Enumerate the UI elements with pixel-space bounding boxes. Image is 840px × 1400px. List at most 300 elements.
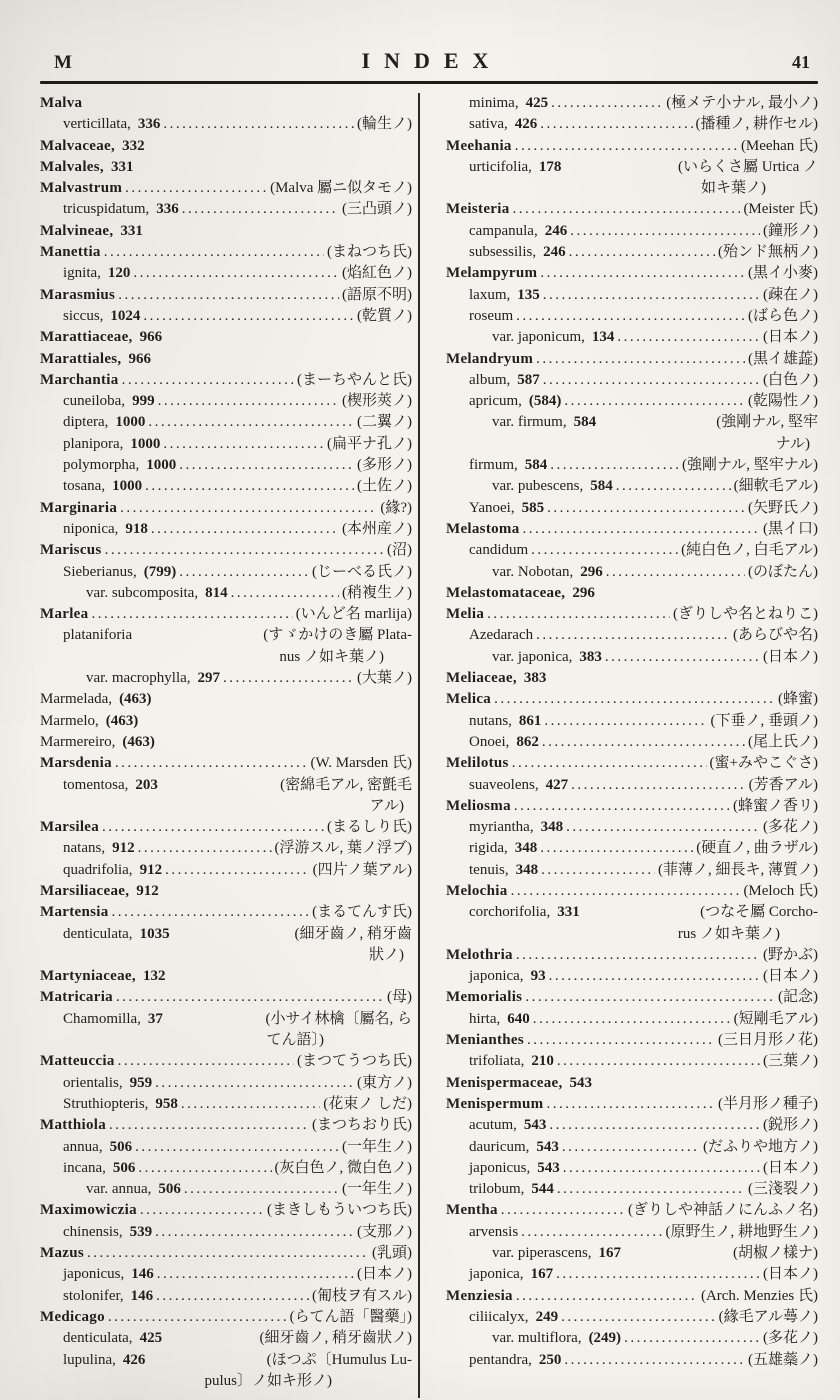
index-entry — [40, 966, 412, 987]
dot-leader — [571, 775, 746, 796]
right-column — [446, 93, 818, 1398]
entry-text — [63, 199, 179, 220]
entry-name: stolonifer, — [63, 1287, 124, 1304]
dot-leader — [549, 966, 760, 987]
entry-text — [86, 583, 228, 604]
entry-page-number: 543 — [569, 1074, 593, 1091]
entry-text — [469, 732, 539, 753]
entry-name: laxum, — [469, 286, 511, 303]
entry-text — [446, 796, 511, 817]
entry-name: hirta, — [469, 1010, 501, 1027]
dot-leader — [115, 753, 308, 774]
entry-page-number: 167 — [530, 1266, 554, 1283]
index-entry — [40, 860, 412, 881]
dot-leader — [569, 242, 715, 263]
entry-name: candidum — [469, 542, 529, 559]
index-entry — [40, 817, 412, 838]
dot-leader — [501, 1200, 625, 1221]
entry-page-number: 178 — [538, 158, 562, 175]
dot-leader — [536, 349, 745, 370]
index-entry — [446, 625, 818, 646]
entry-text — [492, 476, 613, 497]
entry-text — [469, 711, 541, 732]
dot-leader — [125, 178, 267, 199]
entry-page-number: 336 — [137, 116, 161, 133]
entry-name: campanula, — [469, 222, 538, 239]
entry-text — [40, 966, 165, 987]
index-entry — [446, 1222, 818, 1243]
entry-page-number: 585 — [521, 499, 545, 516]
entry-page-number: (584) — [528, 393, 562, 410]
dot-leader — [533, 1009, 731, 1030]
entry-page-number: 862 — [516, 733, 539, 750]
entry-text — [446, 1200, 498, 1221]
entry-page-number: 296 — [572, 584, 595, 601]
entry-annotation: (多花ノ) — [763, 819, 818, 836]
entry-text — [469, 817, 563, 838]
dot-leader — [531, 540, 678, 561]
entry-annotation: (強剛ナル, 堅牢ナル) — [682, 457, 818, 474]
index-entry — [446, 987, 818, 1008]
entry-name: trifoliata, — [469, 1053, 525, 1070]
entry-name: denticulata, — [63, 1330, 133, 1347]
index-entry — [446, 498, 818, 519]
index-entry — [40, 1350, 412, 1371]
dot-leader — [138, 838, 272, 859]
entry-page-number: 966 — [128, 350, 151, 367]
index-entry — [446, 668, 818, 689]
index-entry — [446, 540, 818, 561]
entry-page-number: 249 — [535, 1308, 559, 1325]
entry-page-number: 332 — [122, 137, 145, 154]
entry-name: quadrifolia, — [63, 861, 133, 878]
entry-text — [469, 242, 566, 263]
dot-leader — [163, 114, 354, 135]
index-entry — [446, 604, 818, 625]
entry-name: Marasmius — [40, 286, 116, 303]
entry-text — [492, 1328, 621, 1349]
entry-annotation: (記念) — [778, 989, 818, 1006]
entry-text — [469, 157, 561, 178]
dot-leader — [521, 1222, 662, 1243]
entry-text — [40, 753, 112, 774]
entry-name: japonica, — [469, 968, 524, 985]
index-entry — [446, 902, 818, 923]
entry-text — [446, 1094, 543, 1115]
entry-annotation: (細牙齒ノ, 稍牙齒狀ノ) — [259, 1330, 412, 1347]
entry-text — [40, 93, 82, 114]
dot-leader — [523, 519, 760, 540]
entry-name: Menispermum — [446, 1095, 544, 1112]
entry-continuation — [446, 924, 818, 945]
entry-name: var. firmum, — [492, 414, 567, 431]
dot-leader — [540, 263, 745, 284]
index-entry — [446, 1328, 818, 1349]
dot-leader — [515, 136, 738, 157]
entry-name: Yanoei, — [469, 499, 515, 516]
entry-name: Marmelo, — [40, 712, 99, 729]
index-entry — [446, 1115, 818, 1136]
index-entry — [446, 349, 818, 370]
entry-page-number: 999 — [132, 393, 155, 410]
index-entry — [40, 1115, 412, 1136]
entry-annotation: (菲薄ノ, 細長キ, 薄質ノ) — [658, 861, 818, 878]
entry-continuation — [40, 1030, 412, 1051]
entry-name: chinensis, — [63, 1223, 123, 1240]
index-entry — [40, 689, 412, 710]
entry-annotation: ナル) — [775, 435, 810, 452]
entry-name: Maximowiczia — [40, 1202, 137, 1219]
entry-annotation: (乾陽性ノ) — [748, 393, 818, 410]
entry-name: tosana, — [63, 478, 106, 495]
entry-continuation — [446, 434, 818, 455]
dot-leader — [617, 327, 760, 348]
entry-page-number: (249) — [588, 1330, 622, 1347]
index-entry — [446, 562, 818, 583]
entry-annotation: pulus〕ノ如キ形ノ) — [204, 1372, 332, 1389]
entry-annotation: (短剛毛アル) — [733, 1010, 818, 1027]
dot-leader — [148, 412, 354, 433]
index-entry — [40, 1009, 412, 1030]
entry-name: var. japonicum, — [492, 329, 585, 346]
dot-leader — [140, 1200, 264, 1221]
index-entry — [40, 753, 412, 774]
entry-annotation: 如キ葉ノ) — [701, 180, 766, 197]
entry-name: var. annua, — [86, 1181, 152, 1198]
index-entry — [446, 114, 818, 135]
entry-page-number: 37 — [147, 1010, 163, 1027]
index-entry — [40, 1158, 412, 1179]
index-entry — [40, 434, 412, 455]
entry-page-number: 296 — [580, 563, 603, 580]
entry-text — [63, 1328, 162, 1349]
header-rule — [40, 81, 818, 84]
entry-text — [63, 434, 160, 455]
entry-page-number: 167 — [598, 1245, 622, 1262]
entry-text — [40, 540, 102, 561]
index-entry — [40, 583, 412, 604]
entry-text — [63, 476, 142, 497]
entry-name: minima, — [469, 95, 519, 111]
entry-name: pentandra, — [469, 1351, 532, 1368]
entry-name: firmum, — [469, 457, 518, 474]
dot-leader — [525, 987, 775, 1008]
dot-leader — [118, 285, 339, 306]
index-entry — [40, 498, 412, 519]
index-entry — [446, 476, 818, 497]
entry-annotation: (細牙齒ノ, 稍牙齒 — [294, 925, 412, 942]
entry-annotation: (本州産ノ) — [342, 520, 412, 537]
entry-annotation: (稍複生ノ) — [342, 584, 412, 601]
index-entry — [446, 1094, 818, 1115]
entry-text — [63, 263, 130, 284]
dot-leader — [223, 668, 354, 689]
entry-page-number: 861 — [518, 712, 542, 729]
entry-continuation — [40, 945, 412, 966]
entry-text — [63, 1073, 152, 1094]
entry-text — [40, 1243, 84, 1264]
entry-text — [63, 412, 145, 433]
entry-name: Marginaria — [40, 499, 118, 516]
dot-leader — [527, 1030, 715, 1051]
entry-page-number: 506 — [158, 1181, 181, 1198]
entry-text — [469, 1179, 554, 1200]
entry-text — [469, 114, 537, 135]
index-entry — [40, 1051, 412, 1072]
entry-annotation: (Arch. Menzies 氏) — [700, 1287, 818, 1304]
entry-page-number: 814 — [205, 584, 228, 601]
entry-page-number: 426 — [122, 1351, 146, 1368]
entry-text — [446, 1286, 513, 1307]
entry-page-number: 640 — [507, 1010, 530, 1027]
entry-name: Malvastrum — [40, 180, 123, 197]
entry-annotation: (三日月形ノ花) — [718, 1032, 818, 1049]
entry-text — [469, 306, 513, 327]
entry-annotation: (支那ノ) — [357, 1223, 412, 1240]
entry-page-number: 912 — [112, 840, 135, 857]
entry-page-number: 348 — [514, 840, 538, 857]
page-title: INDEX — [361, 48, 503, 73]
entry-annotation: (強剛ナル, 堅牢 — [716, 414, 818, 431]
dot-leader — [143, 306, 354, 327]
entry-name: Menianthes — [446, 1032, 524, 1049]
index-entry — [40, 1094, 412, 1115]
index-entry — [446, 1243, 818, 1264]
dot-leader — [133, 263, 339, 284]
entry-text — [492, 562, 603, 583]
dot-leader — [543, 370, 760, 391]
entry-page-number: 425 — [139, 1330, 163, 1347]
index-entry — [446, 327, 818, 348]
index-entry — [446, 775, 818, 796]
entry-annotation: (灰白色ノ, 微白色ノ) — [274, 1159, 412, 1176]
entry-page-number: 348 — [540, 819, 564, 836]
entry-annotation: (黒イ小麥) — [748, 265, 818, 282]
index-entry — [446, 1137, 818, 1158]
index-entry — [40, 1222, 412, 1243]
entry-annotation: (緣?) — [380, 499, 412, 516]
entry-annotation: (いらくさ屬 Urtica ノ — [678, 158, 818, 175]
dot-leader — [564, 1350, 745, 1371]
index-entry — [40, 519, 412, 540]
entry-name: Menispermaceae, — [446, 1074, 563, 1091]
entry-annotation: (扁平ナ孔ノ) — [327, 435, 412, 452]
entry-annotation: (播種ノ, 耕作セル) — [695, 116, 818, 133]
entry-text — [469, 540, 528, 561]
entry-annotation: (ばら色ノ) — [748, 307, 818, 324]
entry-name: var. pubescens, — [492, 478, 584, 495]
dot-leader — [564, 391, 745, 412]
entry-annotation: (つなそ屬 Corcho- — [700, 904, 818, 921]
section-letter: M — [54, 52, 72, 73]
entry-name: diptera, — [63, 414, 109, 431]
index-entry — [446, 391, 818, 412]
entry-name: Matteuccia — [40, 1053, 115, 1070]
dot-leader — [543, 285, 760, 306]
index-body — [40, 93, 818, 1398]
dot-leader — [616, 476, 731, 497]
entry-annotation: (一年生ノ) — [342, 1138, 412, 1155]
entry-annotation: (乳頭) — [372, 1245, 412, 1262]
index-entry — [446, 1286, 818, 1307]
entry-page-number: 120 — [107, 265, 131, 282]
entry-text — [86, 1179, 181, 1200]
dot-leader — [87, 1243, 369, 1264]
entry-name: japonicus, — [63, 1266, 125, 1283]
entry-text — [40, 881, 159, 902]
entry-page-number: 958 — [155, 1095, 178, 1112]
entry-text — [492, 327, 614, 348]
entry-name: Melandryum — [446, 350, 534, 367]
entry-page-number: 966 — [139, 329, 163, 346]
entry-name: annua, — [63, 1138, 103, 1155]
entry-name: Medicago — [40, 1308, 105, 1325]
dot-leader — [122, 370, 294, 391]
entry-annotation: (じーべる氏ノ) — [312, 563, 412, 580]
index-entry — [40, 455, 412, 476]
entry-name: Melothria — [446, 946, 513, 963]
entry-text — [446, 668, 546, 689]
entry-text — [40, 1115, 106, 1136]
entry-annotation: (Meehan 氏) — [740, 137, 818, 154]
entry-annotation: (疎在ノ) — [763, 286, 818, 303]
entry-annotation: (乾質ノ) — [357, 307, 412, 324]
entry-page-number: (799) — [143, 563, 177, 580]
entry-name: Azedarach — [469, 627, 534, 644]
dot-leader — [157, 1264, 354, 1285]
entry-name: ciliicalyx, — [469, 1308, 529, 1325]
dot-leader — [557, 1051, 760, 1072]
entry-text — [446, 136, 512, 157]
entry-annotation: (蜂蜜ノ香リ) — [733, 797, 818, 814]
entry-text — [40, 1051, 115, 1072]
entry-page-number: 1024 — [110, 307, 141, 324]
entry-text — [63, 455, 176, 476]
entry-annotation: (日本ノ) — [763, 1266, 818, 1283]
entry-page-number: 210 — [531, 1053, 554, 1070]
entry-name: Marchantia — [40, 371, 119, 388]
entry-annotation: (尾上氏ノ) — [748, 733, 818, 750]
entry-text — [63, 838, 135, 859]
entry-page-number: 506 — [112, 1159, 136, 1176]
entry-text — [469, 370, 540, 391]
entry-text — [446, 519, 520, 540]
entry-text — [469, 625, 533, 646]
page-number: 41 — [792, 52, 810, 72]
entry-annotation: (多花ノ) — [763, 1330, 818, 1347]
entry-text — [63, 1286, 153, 1307]
dot-leader — [494, 689, 775, 710]
entry-annotation: (黒イ雄蕋) — [748, 350, 818, 367]
entry-text — [469, 838, 537, 859]
entry-text — [40, 689, 152, 710]
entry-text — [63, 114, 160, 135]
entry-page-number: 539 — [129, 1223, 153, 1240]
entry-page-number: 1035 — [139, 925, 170, 942]
entry-text — [469, 775, 568, 796]
entry-annotation: (まねつち氏) — [327, 244, 412, 261]
entry-annotation: (語原不明) — [342, 286, 412, 303]
entry-text — [40, 498, 117, 519]
index-entry — [40, 1286, 412, 1307]
dot-leader — [109, 1115, 309, 1136]
entry-annotation: (まるてんす氏) — [312, 904, 412, 921]
entry-name: Manettia — [40, 244, 101, 261]
entry-text — [63, 391, 155, 412]
dot-leader — [155, 1222, 354, 1243]
entry-text — [63, 1350, 145, 1371]
index-entry — [40, 562, 412, 583]
entry-text — [63, 1137, 132, 1158]
entry-annotation: nus ノ如キ葉ノ) — [279, 648, 384, 665]
entry-text — [469, 391, 561, 412]
entry-annotation: (胡椒ノ樣ナ) — [733, 1245, 818, 1262]
dot-leader — [516, 1286, 698, 1307]
entry-text — [469, 498, 544, 519]
entry-page-number: 584 — [573, 414, 597, 431]
index-entry — [40, 349, 412, 370]
entry-name: Struthiopteris, — [63, 1095, 149, 1112]
entry-name: ignita, — [63, 265, 101, 282]
entry-text — [40, 1307, 105, 1328]
entry-name: album, — [469, 371, 511, 388]
entry-name: Menziesia — [446, 1287, 513, 1304]
entry-annotation: (日本ノ) — [357, 1266, 412, 1283]
entry-page-number: 543 — [537, 1159, 560, 1176]
dot-leader — [557, 1179, 745, 1200]
entry-name: Martyniaceae, — [40, 968, 136, 985]
entry-annotation: (緣毛アル蕚ノ) — [718, 1308, 818, 1325]
entry-page-number: 427 — [545, 776, 569, 793]
entry-name: Marmereiro, — [40, 733, 116, 750]
entry-name: roseum — [469, 307, 514, 324]
entry-name: incana, — [63, 1159, 106, 1176]
entry-name: natans, — [63, 840, 106, 857]
index-entry — [446, 1350, 818, 1371]
entry-page-number: (463) — [119, 691, 152, 708]
index-entry — [40, 285, 412, 306]
entry-annotation: (細軟毛アル) — [733, 478, 818, 495]
entry-text — [469, 285, 540, 306]
entry-text — [446, 604, 484, 625]
entry-text — [469, 1158, 560, 1179]
dot-leader — [512, 753, 707, 774]
entry-annotation: 狀ノ) — [369, 946, 404, 963]
entry-annotation: (浮游スル, 葉ノ浮ブ) — [274, 840, 412, 857]
index-entry — [446, 157, 818, 178]
dot-leader — [112, 902, 310, 923]
entry-name: tomentosa, — [63, 776, 129, 793]
entry-text — [63, 775, 158, 796]
entry-continuation — [40, 1371, 412, 1392]
index-entry — [40, 412, 412, 433]
entry-name: Marmelada, — [40, 691, 113, 708]
entry-name: Malvineae, — [40, 222, 114, 239]
entry-annotation: (蜜+みやこぐさ) — [709, 755, 818, 772]
entry-page-number: 331 — [557, 904, 580, 921]
entry-page-number: 246 — [543, 244, 566, 261]
index-entry — [446, 1264, 818, 1285]
index-entry — [40, 924, 412, 945]
dot-leader — [116, 987, 384, 1008]
entry-name: Matthiola — [40, 1117, 107, 1134]
entry-annotation: (まるしり氏) — [327, 819, 412, 836]
index-entry — [446, 1200, 818, 1221]
entry-annotation: (小サイ林檎〔屬名, ら — [265, 1010, 412, 1027]
entry-name: Mazus — [40, 1245, 84, 1262]
entry-text — [446, 881, 508, 902]
entry-page-number: 331 — [110, 158, 134, 175]
